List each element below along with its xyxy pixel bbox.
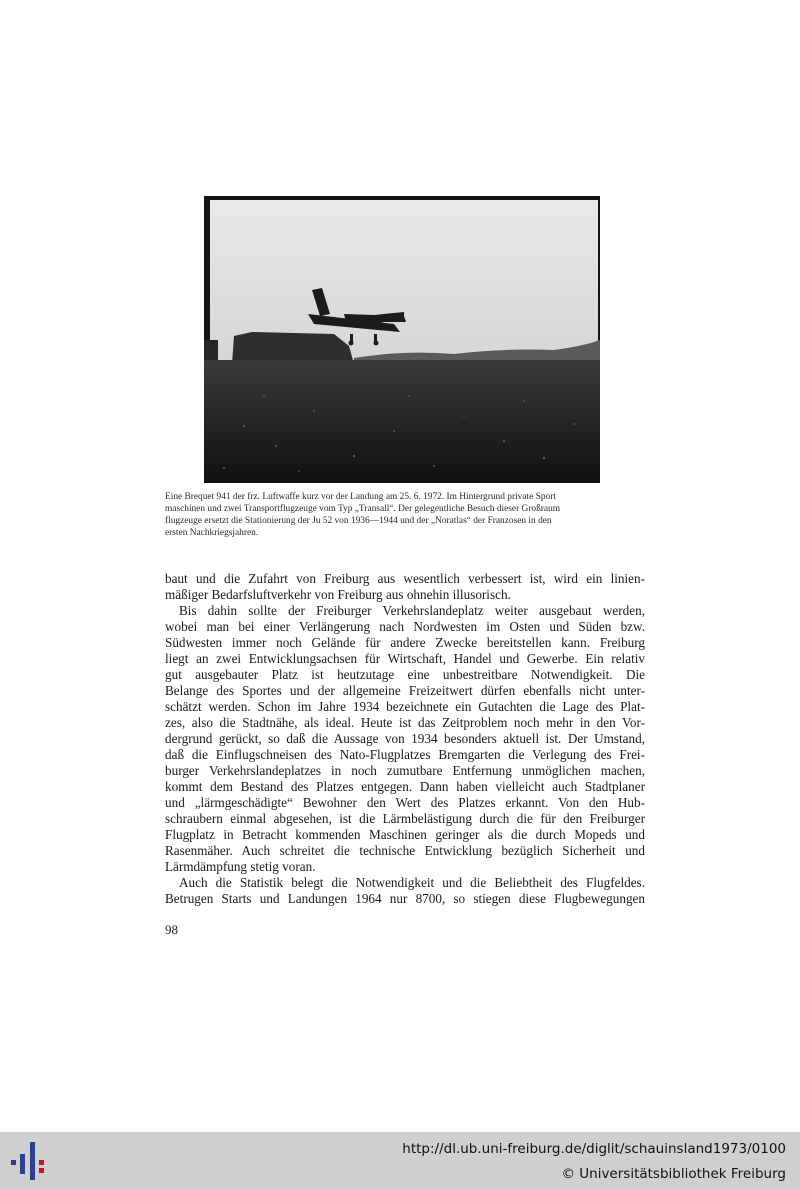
body-line: wobei man bei einer Verlängerung nach Nordwesten im Osten und Süden bzw. (165, 619, 645, 634)
airplane-landing-photo (204, 196, 600, 483)
body-line: Belange des Sportes und der allgemeine Freizeitwert dürfen ebenfalls nicht unter- (165, 683, 645, 698)
body-line: schätzt werden. Schon im Jahre 1934 bezeichnete ein Gutachten die Lage des Plat- (165, 699, 645, 714)
caption-line: Eine Brequet 941 der frz. Luftwaffe kurz vor der Landung am 25. 6. 1972. Im Hintergrund private Sport (165, 492, 556, 502)
body-text (165, 571, 645, 907)
page-number: 98 (165, 922, 178, 937)
body-line: Rasenmäher. Auch schreitet die technische Entwicklung bezüglich Sicherheit und (165, 843, 645, 858)
body-line: Südwesten immer noch Gelände für andere Zwecke bereitstellen kann. Freiburg (165, 635, 645, 650)
body-line: und „lärmgeschädigte“ Bewohner den Wert des Platzes erkannt. Von den Hub- (165, 795, 645, 810)
caption-line: flugzeuge ersetzt die Stationierung der Ju 52 von 1936—1944 und der „Noratlas“ der Franzosen in den (165, 515, 552, 526)
body-line: baut und die Zufahrt von Freiburg aus wesentlich verbessert ist, wird ein linien- (165, 571, 645, 586)
body-line: liegt an zwei Entwicklungsachsen für Wirtschaft, Handel und Gewerbe. Ein relativ (165, 651, 645, 666)
photo-image (204, 196, 600, 483)
body-line: Lärmdämpfung stetig voran. (165, 859, 316, 874)
source-url[interactable]: http://dl.ub.uni-freiburg.de/diglit/schauinsland1973/0100 (402, 1141, 786, 1157)
photo-caption (165, 492, 645, 540)
footer-bar (0, 1132, 800, 1189)
body-line: schraubern einmal abgesehen, ist die Lärmbelästigung durch die für den Freiburger (165, 811, 645, 826)
caption-line: ersten Nachkriegsjahren. (165, 527, 259, 538)
caption-line: maschinen und zwei Transportflugzeuge vom Typ „Transall“. Der gelegentliche Besuch dieser Großraum (165, 503, 561, 514)
body-line: burger Verkehrslandeplatzes in noch zumutbare Entfernung unmöglichen machen, (165, 763, 645, 778)
body-line: Betrugen Starts und Landungen 1964 nur 8700, so stiegen diese Flugbewegungen (165, 891, 645, 906)
body-line: kommt dem Bestand des Platzes entgegen. Dann haben vielleicht auch Stadtplaner (165, 779, 645, 794)
body-line: dergrund gerückt, so daß die Aussage von 1934 besonders aktuell ist. Der Umstand, (165, 731, 645, 746)
body-line: mäßiger Bedarfsluftverkehr von Freiburg aus ohnehin illusorisch. (165, 587, 511, 602)
body-line: zes, also die Stadtnähe, als ideal. Heute ist das Zeitproblem noch mehr in den Vor- (165, 715, 645, 730)
copyright-notice: © Universitätsbibliothek Freiburg (561, 1166, 786, 1182)
ub-freiburg-logo-icon (8, 1140, 52, 1182)
body-line: Bis dahin sollte der Freiburger Verkehrslandeplatz weiter ausgebaut werden, (179, 603, 645, 618)
body-line: gut ausgebauter Platz ist heutzutage eine unbestreitbare Notwendigkeit. Die (165, 667, 645, 682)
body-line: daß die Einflugschneisen des Nato-Flugplatzes Bremgarten die Verlegung des Frei- (165, 747, 645, 762)
body-line: Auch die Statistik belegt die Notwendigkeit und die Beliebtheit des Flugfeldes. (179, 875, 645, 890)
body-line: Flugplatz in Betracht kommenden Maschinen geringer als die durch Mopeds und (165, 827, 645, 842)
